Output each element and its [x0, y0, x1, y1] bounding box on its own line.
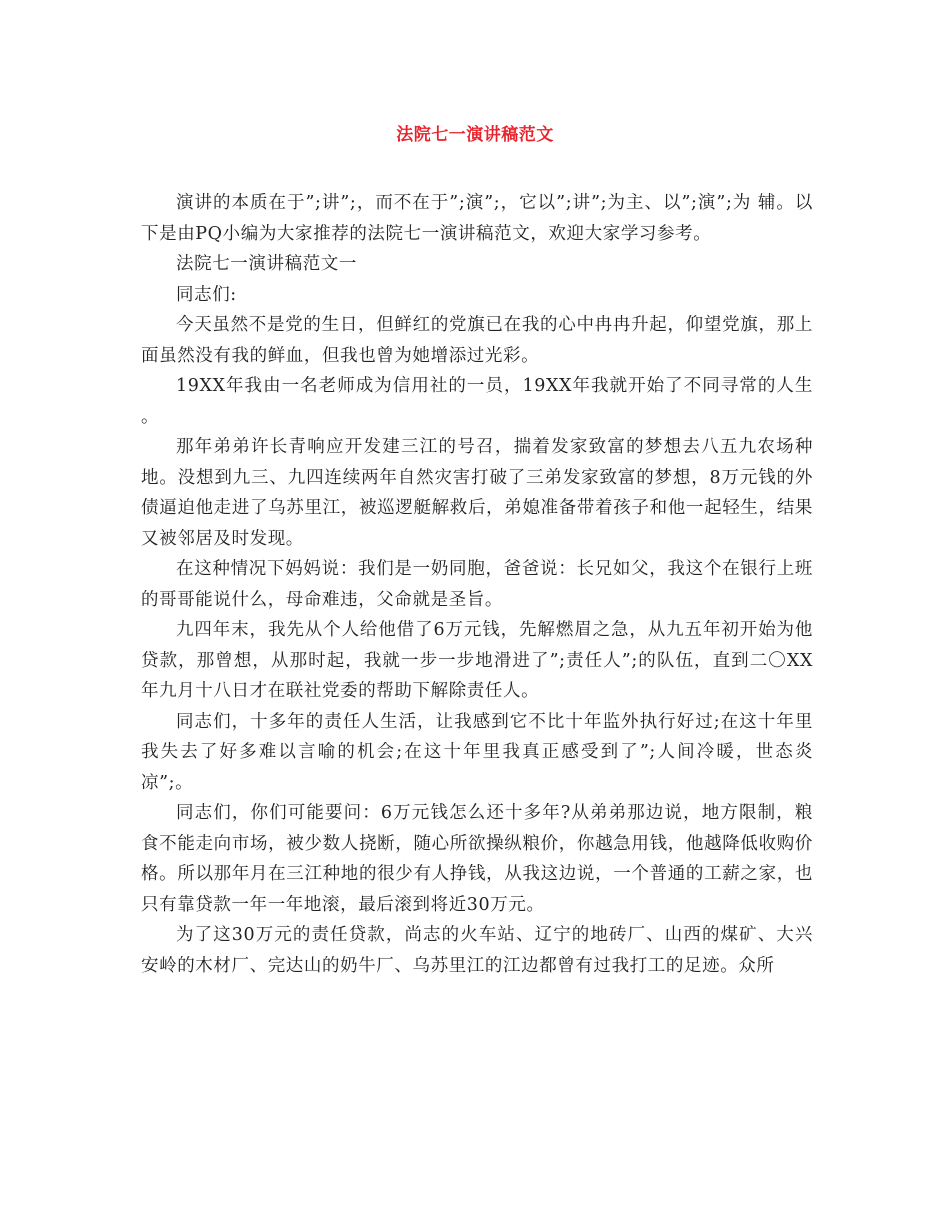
document-body [141, 188, 813, 981]
paragraph: 同志们，十多年的责任人生活，让我感到它不比十年监外执行好过;在这十年里我失去了好多难以言喻的机会;在这十年里我真正感受到了”;人间冷暖，世态炎凉”;。 [141, 711, 813, 793]
paragraph: 今天虽然不是党的生日，但鲜红的党旗已在我的心中冉冉升起，仰望党旗，那上面虽然没有我的鲜血，但我也曾为她增添过光彩。 [141, 315, 813, 366]
paragraph: 19XX年我由一名老师成为信用社的一员，19XX年我就开始了不同寻常的人生 。 [141, 376, 813, 427]
salutation: 同志们: [176, 284, 237, 305]
section-heading: 法院七一演讲稿范文一 [176, 254, 357, 274]
paragraph: 那年弟弟许长青响应开发建三江的号召，揣着发家致富的梦想去八五九农场种地。没想到九三、九四连续两年自然灾害打破了三弟发家致富的梦想，8万元钱的外债逼迫他走进了乌苏里江，被巡逻艇解救后，弟媳准备带着孩子和他一起轻生，结果又被邻居及时发现。 [141, 437, 813, 549]
document-title: 法院七一演讲稿范文 [396, 125, 554, 145]
paragraph: 为了这30万元的责任贷款，尚志的火车站、辽宁的地砖厂、山西的煤矿、大兴安岭的木材厂、完达山的奶牛厂、乌苏里江的江边都曾有过我打工的足迹。众所 [141, 925, 813, 976]
paragraph: 同志们，你们可能要问：6万元钱怎么还十多年?从弟弟那边说，地方限制，粮食不能走向市场，被少数人挠断，随心所欲操纵粮价，你越急用钱，他越降低收购价格。所以那年月在三江种地的很少有人挣钱，从我这边说，一个普通的工薪之家，也只有靠贷款一年一年地滚，最后滚到将近30万元。 [141, 803, 813, 915]
paragraph: 演讲的本质在于”;讲”;，而不在于”;演”;，它以”;讲”;为主、以”;演”;为 辅。以下是由PQ小编为大家推荐的法院七一演讲稿范文，欢迎大家学习参考。 [141, 193, 813, 244]
paragraph: 在这种情况下妈妈说：我们是一奶同胞，爸爸说：长兄如父，我这个在银行上班的哥哥能说什么，母命难违，父命就是圣旨。 [141, 559, 813, 610]
paragraph: 九四年末，我先从个人给他借了6万元钱，先解燃眉之急，从九五年初开始为他贷款，那曾想，从那时起，我就一步一步地滑进了”;责任人”;的队伍，直到二〇XX年九月十八日才在联社党委的帮助下解除责任人。 [141, 620, 813, 701]
